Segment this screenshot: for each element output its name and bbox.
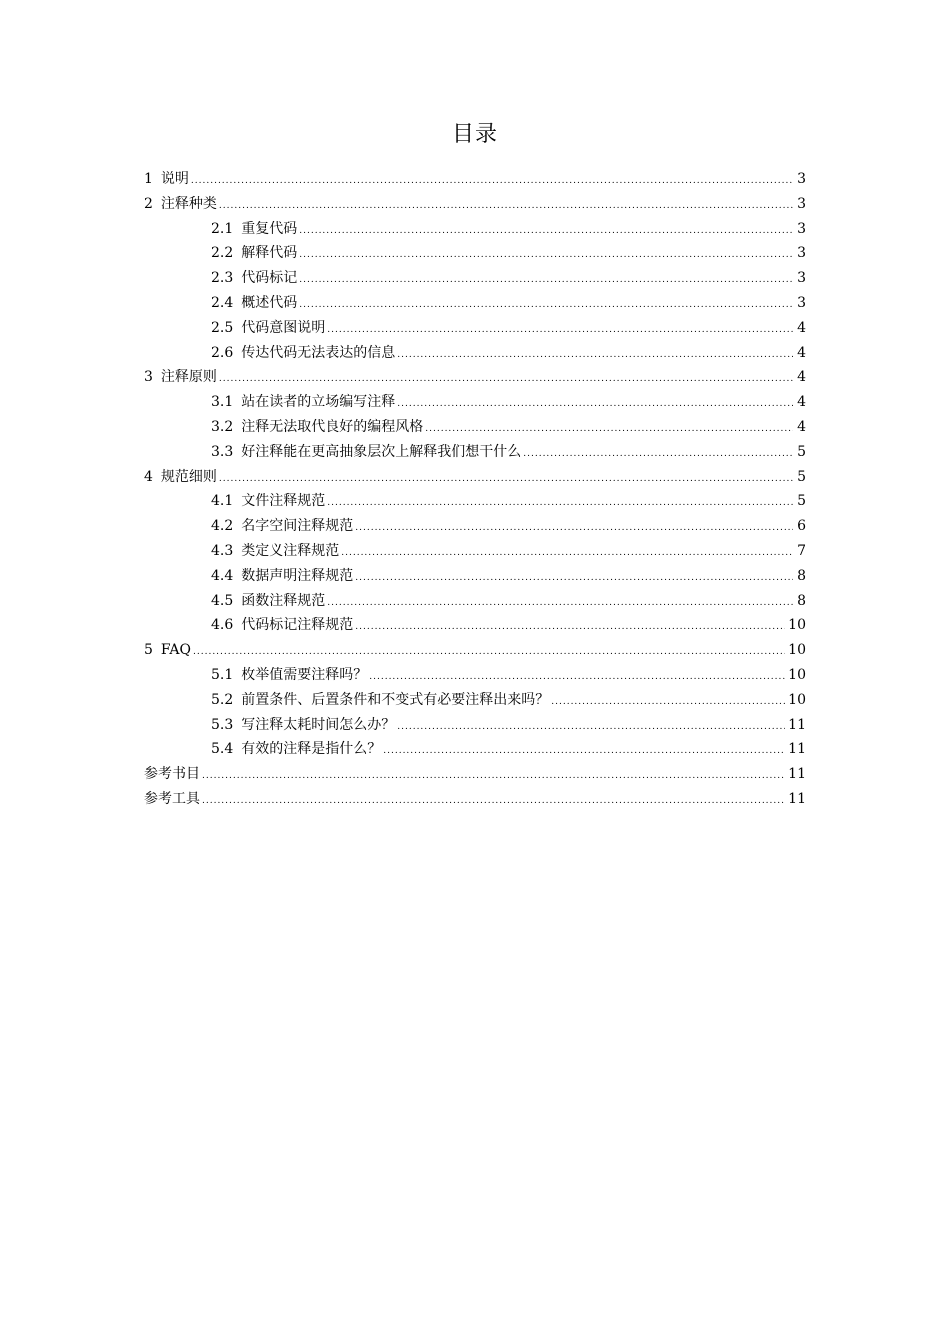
toc-entry-title: 代码标记注释规范 (241, 617, 354, 634)
toc-entry-title: 参考工具 (144, 790, 200, 807)
toc-dot-leader (327, 591, 793, 616)
toc-entry-title: 有效的注释是指什么？ (241, 741, 382, 758)
toc-dot-leader (219, 467, 793, 492)
toc-entry-title: 注释种类 (160, 195, 217, 212)
toc-entry-page: 4 (797, 319, 806, 336)
toc-entry-number: 2.4 (211, 294, 234, 311)
toc-entry-number: 5.3 (211, 716, 234, 733)
toc-entry-page: 8 (797, 567, 806, 584)
toc-dot-leader (369, 665, 785, 690)
toc-entry-number: 2.1 (211, 220, 234, 237)
toc-entry-page: 11 (788, 790, 806, 807)
toc-entry-title: 好注释能在更高抽象层次上解释我们想干什么 (241, 443, 522, 460)
toc-entry[interactable] (144, 266, 806, 291)
toc-entry-title: 重复代码 (241, 220, 298, 237)
toc-entry[interactable] (144, 241, 806, 266)
toc-dot-leader (355, 615, 785, 640)
toc-entry-number: 4.4 (211, 567, 234, 584)
toc-entry[interactable] (144, 440, 806, 465)
toc-title: 目录 (451, 122, 498, 147)
toc-entry-title: 类定义注释规范 (241, 542, 340, 559)
table-of-contents (144, 167, 806, 812)
toc-dot-leader (397, 343, 793, 368)
toc-entry-page: 10 (788, 691, 806, 708)
toc-entry[interactable] (144, 663, 806, 688)
toc-entry[interactable] (144, 564, 806, 589)
toc-dot-leader (193, 640, 785, 665)
toc-dot-leader (191, 169, 793, 194)
toc-entry-page: 10 (788, 617, 806, 634)
toc-entry-page: 11 (788, 741, 806, 758)
toc-dot-leader (355, 566, 793, 591)
toc-entry-number: 3.2 (211, 418, 234, 435)
toc-entry[interactable] (144, 167, 806, 192)
toc-entry-number: 3.1 (211, 394, 234, 411)
toc-entry-title: 写注释太耗时间怎么办？ (241, 716, 396, 733)
toc-entry-title: 站在读者的立场编写注释 (241, 394, 396, 411)
toc-entry[interactable] (144, 688, 806, 713)
toc-entry[interactable] (144, 291, 806, 316)
toc-entry-page: 4 (797, 394, 806, 411)
toc-dot-leader (299, 219, 793, 244)
toc-entry-number: 2.2 (211, 245, 234, 262)
toc-entry-page: 4 (797, 344, 806, 361)
toc-entry-number: 5.4 (211, 741, 234, 758)
toc-dot-leader (397, 392, 793, 417)
toc-entry-page: 10 (788, 666, 806, 683)
toc-entry-title: 枚举值需要注释吗？ (241, 666, 368, 683)
toc-entry-title: 前置条件、后置条件和不变式有必要注释出来吗？ (241, 691, 550, 708)
toc-entry-page: 3 (797, 195, 806, 212)
toc-entry-title: 代码标记 (241, 270, 298, 287)
toc-entry[interactable] (144, 514, 806, 539)
toc-entry-title: 注释原则 (160, 369, 217, 386)
toc-entry-page: 4 (797, 418, 806, 435)
toc-dot-leader (551, 690, 785, 715)
toc-entry-page: 10 (788, 642, 806, 659)
toc-entry[interactable] (144, 390, 806, 415)
toc-entry-title: 代码意图说明 (241, 319, 326, 336)
toc-entry[interactable] (144, 713, 806, 738)
toc-entry[interactable] (144, 787, 806, 812)
toc-entry-page: 3 (797, 171, 806, 187)
toc-entry-number: 2.5 (211, 319, 234, 336)
toc-entry-page: 6 (797, 518, 806, 535)
toc-entry[interactable] (144, 316, 806, 341)
toc-entry-title: 概述代码 (241, 294, 298, 311)
toc-entry-title: 函数注释规范 (241, 592, 326, 609)
toc-entry-number: 1 (144, 171, 153, 187)
toc-entry-number: 2.3 (211, 270, 234, 287)
toc-dot-leader (219, 367, 793, 392)
toc-dot-leader (383, 739, 785, 764)
toc-entry[interactable] (144, 589, 806, 614)
toc-entry-title: 传达代码无法表达的信息 (241, 344, 396, 361)
toc-dot-leader (299, 268, 793, 293)
toc-entry-number: 4 (144, 468, 153, 485)
toc-entry-page: 11 (788, 766, 806, 783)
toc-entry-title: 说明 (160, 171, 189, 187)
toc-entry[interactable] (144, 365, 806, 390)
toc-entry-page: 5 (797, 443, 806, 460)
toc-dot-leader (397, 715, 785, 740)
toc-entry-page: 5 (797, 493, 806, 510)
toc-entry-number: 5 (144, 642, 153, 659)
toc-entry-page: 5 (797, 468, 806, 485)
toc-entry-page: 3 (797, 294, 806, 311)
toc-dot-leader (341, 541, 793, 566)
toc-entry-page: 8 (797, 592, 806, 609)
toc-entry[interactable] (144, 489, 806, 514)
toc-entry-title: FAQ (160, 642, 192, 659)
toc-entry-number: 4.6 (211, 617, 234, 634)
toc-entry[interactable] (144, 217, 806, 242)
toc-entry-title: 注释无法取代良好的编程风格 (241, 418, 424, 435)
toc-entry[interactable] (144, 762, 806, 787)
toc-entry-number: 4.1 (211, 493, 234, 510)
toc-dot-leader (327, 491, 793, 516)
toc-entry-number: 3 (144, 369, 153, 386)
toc-dot-leader (299, 243, 793, 268)
toc-entry-title: 数据声明注释规范 (241, 567, 354, 584)
toc-dot-leader (355, 516, 793, 541)
toc-entry-number: 3.3 (211, 443, 234, 460)
toc-entry-page: 3 (797, 270, 806, 287)
toc-entry-title: 名字空间注释规范 (241, 518, 354, 535)
toc-dot-leader (219, 194, 793, 219)
toc-entry-page: 3 (797, 245, 806, 262)
toc-dot-leader (523, 442, 793, 467)
toc-entry-number: 5.2 (211, 691, 234, 708)
toc-entry[interactable] (144, 192, 806, 217)
toc-entry-number: 2.6 (211, 344, 234, 361)
toc-entry-title: 规范细则 (160, 468, 217, 485)
toc-dot-leader (202, 764, 785, 789)
toc-entry-number: 4.5 (211, 592, 234, 609)
toc-entry-title: 文件注释规范 (241, 493, 326, 510)
toc-entry-title: 解释代码 (241, 245, 298, 262)
toc-entry-number: 4.3 (211, 542, 234, 559)
toc-entry[interactable] (144, 737, 806, 762)
toc-entry[interactable] (144, 465, 806, 490)
toc-entry-page: 11 (788, 716, 806, 733)
toc-entry-title: 参考书目 (144, 766, 200, 783)
toc-entry[interactable] (144, 539, 806, 564)
toc-entry-number: 4.2 (211, 518, 234, 535)
toc-entry-number: 2 (144, 195, 153, 212)
toc-entry[interactable] (144, 638, 806, 663)
toc-entry-number: 5.1 (211, 666, 234, 683)
toc-entry-page: 4 (797, 369, 806, 386)
toc-dot-leader (202, 789, 785, 814)
toc-entry-page: 7 (797, 542, 806, 559)
toc-dot-leader (327, 318, 793, 343)
toc-entry[interactable] (144, 341, 806, 366)
toc-dot-leader (299, 293, 793, 318)
toc-dot-leader (425, 417, 793, 442)
toc-entry[interactable] (144, 613, 806, 638)
toc-entry-page: 3 (797, 220, 806, 237)
toc-entry[interactable] (144, 415, 806, 440)
